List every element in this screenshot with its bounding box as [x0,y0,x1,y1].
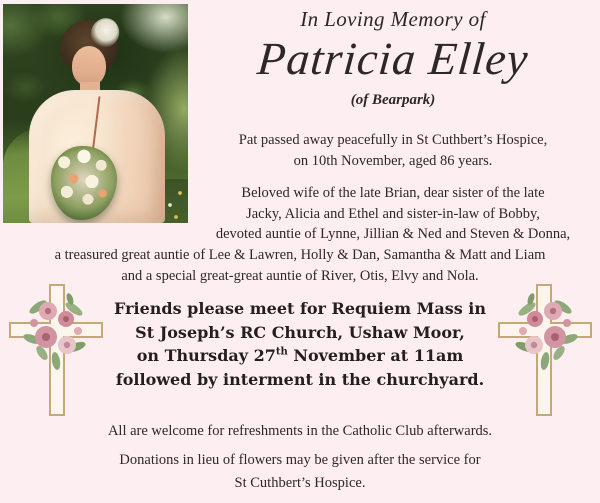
family-line: devoted auntie of Lynne, Jillian & Ned and Steven & Donna, [215,226,571,242]
header-column [186,6,600,245]
passing-paragraph [186,130,600,171]
service-line: Friends please meet for Requiem Mass in [114,299,486,318]
floral-cross-right-icon [497,283,593,417]
family-line: a treasured great auntie of Lee & Lawren, Holly & Dan, Samantha & Matt and Liam [54,247,546,263]
cross-shape [10,285,102,415]
ordinal-superscript: th [275,346,288,358]
portrait-photo [3,4,188,223]
passing-line: Pat passed away peacefully in St Cuthbert’s Hospice, [238,132,548,148]
family-line: Jacky, Alicia and Ethel and sister-in-law of Bobby, [246,205,540,222]
family-line: and a special great-great auntie of River, Otis, Elvy and Nola. [121,267,479,284]
cross-icon [497,283,593,417]
cross-icon [8,283,104,417]
deceased-name: Patricia Elley [255,33,531,84]
family-paragraph-beside-photo [186,183,600,245]
passing-line: on 10th November, aged 86 years. [293,152,493,169]
photo-face [72,46,106,86]
family-paragraph-full-width [0,245,600,286]
memory-line: In Loving Memory of [300,7,486,31]
floral-cross-left-icon [8,283,104,417]
cross-shape [499,285,591,415]
service-date-prefix: on Thursday 27 [136,346,276,365]
residence-line: (of Bearpark) [350,92,436,108]
refreshments-line: All are welcome for refreshments in the Catholic Club afterwards. [107,423,493,439]
service-date-suffix: November at 11am [287,346,464,365]
donations-paragraph [0,449,600,494]
service-line: St Joseph’s RC Church, Ushaw Moor, [135,322,465,342]
family-line: Beloved wife of the late Brian, dear sister of the late [241,185,545,201]
service-line: followed by interment in the churchyard. [115,369,485,389]
donations-line: Donations in lieu of flowers may be given after the service for [119,452,481,468]
donations-line: St Cuthbert’s Hospice. [234,474,366,491]
